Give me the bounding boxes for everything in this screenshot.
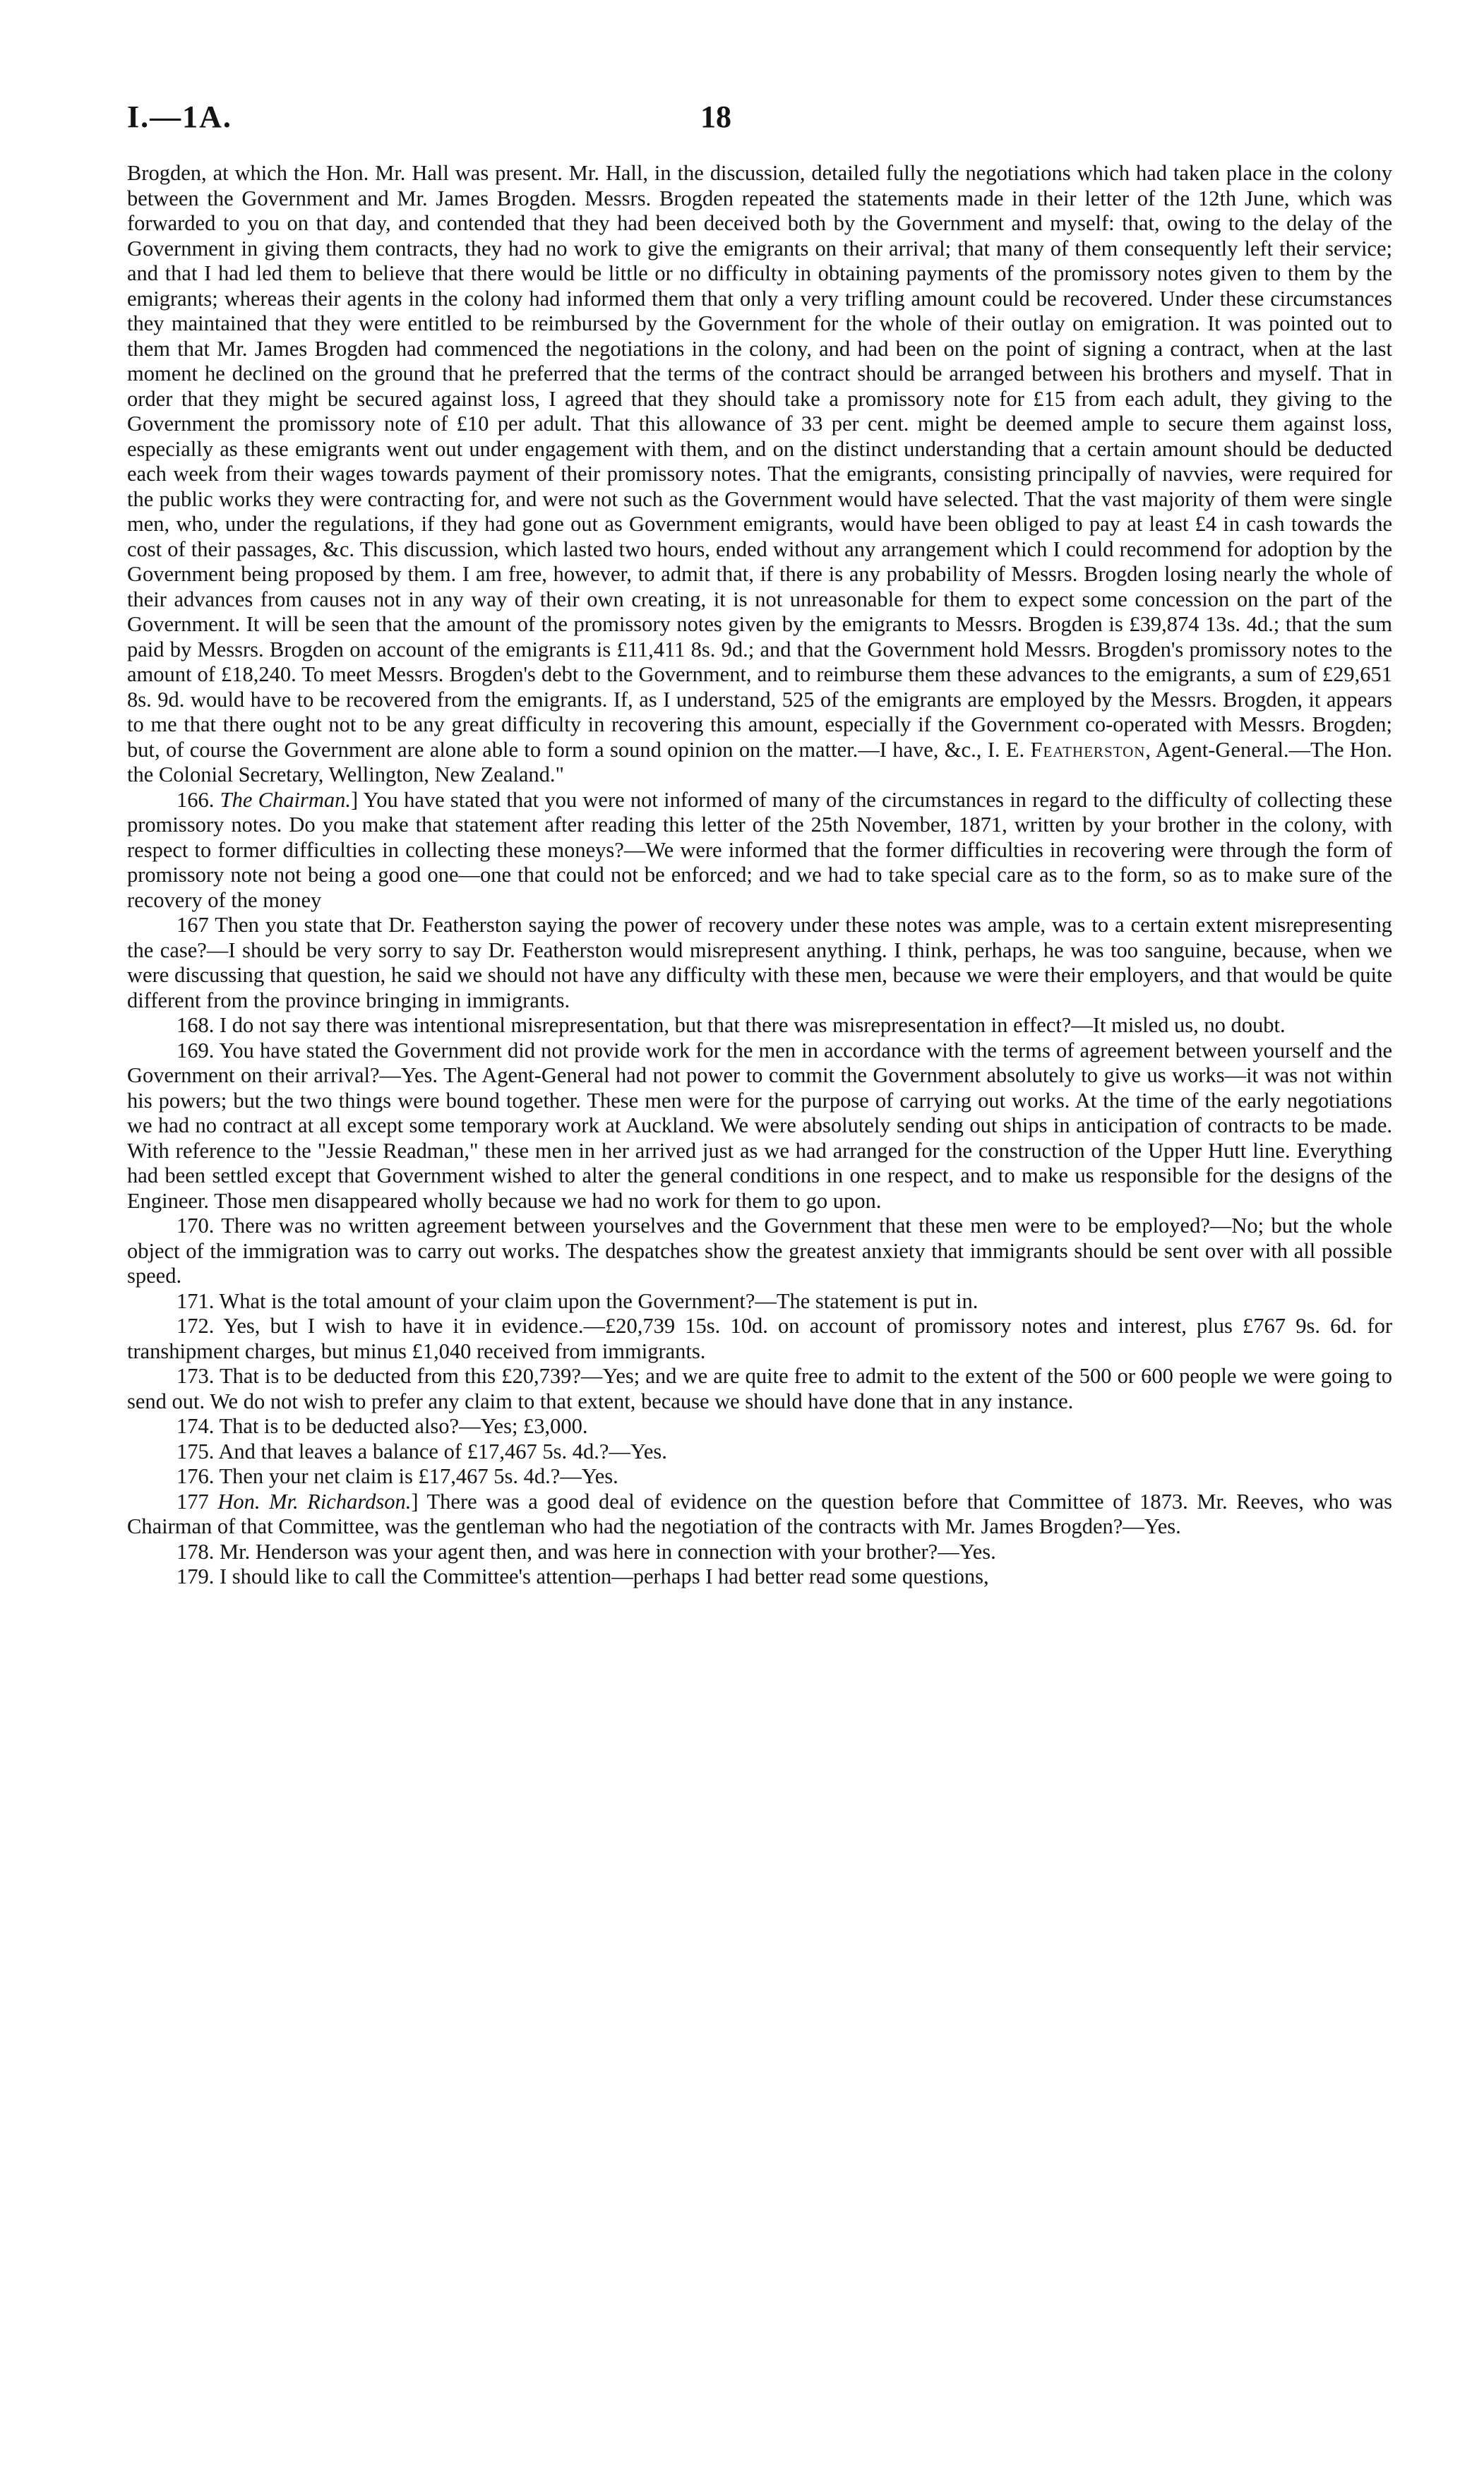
question-178: 178. Mr. Henderson was your agent then, and was here in connection with your brother?—Yes. xyxy=(176,1539,996,1564)
page-header xyxy=(127,99,1392,155)
question-166 xyxy=(127,788,1392,914)
question-174: 174. That is to be deducted also?—Yes; £3,000. xyxy=(176,1414,588,1438)
question-number: 166. xyxy=(176,787,215,812)
speaker-name: Hon. Mr. Richardson. xyxy=(217,1489,412,1514)
speaker-name: The Chairman. xyxy=(220,787,352,812)
question-179: 179. I should like to call the Committee's attention—perhaps I had better read some questions, xyxy=(176,1564,989,1588)
question-167: 167 Then you state that Dr. Featherston saying the power of recovery under these notes was ample, was to a certain extent misrepresenting the case?—I should be very sorry to say Dr. Featherston would misrepresent anything. I think, perhaps, he was too sanguine, because, when we were discussing that question, he said we should not have any difficulty with these men, because we were their employers, and that would be quite different from the province bringing in immigrants. xyxy=(127,913,1392,1012)
question-text: ] You have stated that you were not informed of many of the circumstances in regard to the difficulty of collecting these promissory notes. Do you make that statement after reading this letter of the 25th November, 1871, written by your brother in the colony, with respect to former difficulties in collecting these moneys?—We were informed that the former difficulties in recovering were through the form of promissory note not being a good one—one that could not be enforced; and we had to take special care as to the form, so as to make sure of the recovery of the money xyxy=(127,787,1393,912)
question-177 xyxy=(127,1490,1392,1540)
letter-paragraph xyxy=(127,161,1392,788)
question-173: 173. That is to be deducted from this £20,739?—Yes; and we are quite free to admit to the extent of the 500 or 600 people we were going to send out. We do not wish to prefer any claim to that extent, because we should have done that in any instance. xyxy=(127,1364,1392,1413)
signature-name: Featherston xyxy=(1030,737,1146,762)
document-reference: I.—1A. xyxy=(127,100,232,134)
question-168: 168. I do not say there was intentional misrepresentation, but that there was misrepresentation in effect?—It misled us, no doubt. xyxy=(176,1013,1286,1037)
letter-text: Brogden, at which the Hon. Mr. Hall was present. Mr. Hall, in the discussion, detailed fully the negotiations which had taken place in the colony between the Government and Mr. James Brogden. Messrs. Brogden repeated the statements made in their letter of the 12th June, which was forwarded to you on that day, and contended that they had been deceived both by the Government and myself: that, owing to the delay of the Government in giving them contracts, they had no work to give the emigrants on their arrival; that many of them consequently left their service; and that I had led them to believe that there would be little or no difficulty in obtaining payments of the promissory notes given to them by the emigrants; whereas their agents in the colony had informed them that only a very trifling amount could be recovered. Under these circumstances they maintained that they were entitled to be reimbursed by the Government for the whole of their outlay on emigration. It was pointed out to them that Mr. James Brogden had commenced the negotiations in the colony, and had been on the point of signing a contract, when at the last moment he declined on the ground that he preferred that the terms of the contract should be arranged between his brothers and myself. That in order that they might be secured against loss, I agreed that they should take a promissory note for £15 from each adult, they giving to the Government the promissory note of £10 per adult. That this allowance of 33 per cent. might be deemed ample to secure them against loss, especially as these emigrants went out under engagement with them, and on the distinct understanding that a certain amount should be deducted each week from their wages towards payment of their promissory notes. That the emigrants, consisting principally of navvies, were required for the public works they were contracting for, and were not such as the Government would have selected. That the vast majority of them were single men, who, under the regulations, if they had gone out as Government emigrants, would have been obliged to pay at least £4 in cash towards the cost of their passages, &c. This discussion, which lasted two hours, ended without any arrangement which I could recommend for adoption by the Government being proposed by them. I am free, however, to admit that, if there is any probability of Messrs. Brogden losing nearly the whole of their advances from causes not in any way of their own creating, it is not unreasonable for them to expect some concession on the part of the Government. It will be seen that the amount of the promissory notes given by the emigrants to Messrs. Brogden is £39,874 13s. 4d.; that the sum paid by Messrs. Brogden on account of the emigrants is £11,411 8s. 9d.; and that the Government hold Messrs. Brogden's promissory notes to the amount of £18,240. To meet Messrs. Brogden's debt to the Government, and to reimburse them these advances to the emigrants, a sum of £29,651 8s. 9d. would have to be recovered from the emigrants. If, as I understand, 525 of the emigrants are employed by the Messrs. Brogden, it appears to me that there ought not to be any great difficulty in recovering this amount, especially if the Government co-operated with Messrs. Brogden; but, of course the Government are alone able to form a sound opinion on the matter.—I have, &c., I. E. xyxy=(127,161,1392,762)
question-number: 177 xyxy=(176,1489,209,1514)
question-172: 172. Yes, but I wish to have it in evidence.—£20,739 15s. 10d. on account of promissory notes and interest, plus £767 9s. 6d. for transhipment charges, but minus £1,040 received from immigrants. xyxy=(127,1314,1392,1363)
question-169: 169. You have stated the Government did not provide work for the men in accordance with the terms of agreement between yourself and the Government on their arrival?—Yes. The Agent-General had not power to commit the Government absolutely to give us works—it was not within his powers; but the two things were bound together. These men were for the purpose of carrying out works. At the time of the early negotiations we had no contract at all except some temporary work at Auckland. We were absolutely sending out ships in anticipation of contracts to be made. With reference to the "Jessie Readman," these men in her arrived just as we had arranged for the construction of the Upper Hutt line. Everything had been settled except that Government wished to alter the general conditions in one respect, and to make us responsible for the designs of the Engineer. Those men disappeared wholly because we had no work for them to go upon. xyxy=(127,1038,1392,1213)
question-176: 176. Then your net claim is £17,467 5s. 4d.?—Yes. xyxy=(176,1464,618,1488)
question-170: 170. There was no written agreement between yourselves and the Government that these men were to be employed?—No; but the whole object of the immigration was to carry out works. The despatches show the greatest anxiety that immigrants should be sent over with all possible speed. xyxy=(127,1214,1392,1288)
page-body xyxy=(127,161,1392,1590)
question-text: ] There was a good deal of evidence on the question before that Committee of 1873. Mr. Reeves, who was Chairman of that Committee, was the gentleman who had the negotiation of the contracts with Mr. James Brogden?—Yes. xyxy=(127,1489,1393,1538)
page-number: 18 xyxy=(700,100,731,134)
letter-closing: , Agent-General.—The Hon. the Colonial Secretary, Wellington, New Zealand." xyxy=(127,737,1392,786)
question-175: 175. And that leaves a balance of £17,467 5s. 4d.?—Yes. xyxy=(176,1439,667,1463)
question-171: 171. What is the total amount of your claim upon the Government?—The statement is put in. xyxy=(176,1288,979,1313)
